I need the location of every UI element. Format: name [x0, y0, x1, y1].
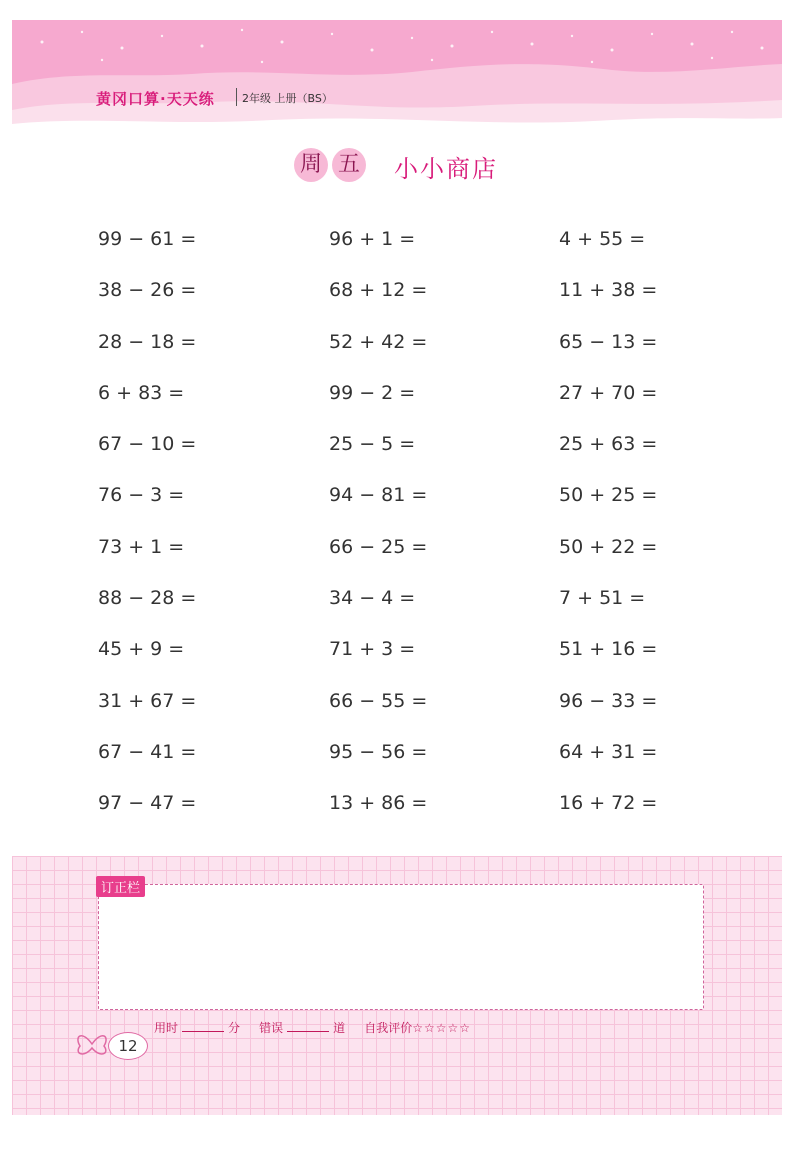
- footer-record: [154, 1019, 471, 1036]
- problem-row: [98, 741, 738, 792]
- problem-item: 52 + 42 =: [329, 330, 428, 353]
- star-rating-icon[interactable]: ☆☆☆☆☆: [412, 1021, 472, 1035]
- problem-grid: [98, 228, 738, 844]
- problem-item: 13 + 86 =: [329, 792, 428, 815]
- problem-item: 99 − 61 =: [98, 228, 197, 250]
- problem-item: 73 + 1 =: [98, 535, 185, 558]
- items-unit: 道: [333, 1021, 346, 1035]
- problem-item: 99 − 2 =: [329, 381, 416, 404]
- problem-row: [98, 690, 738, 741]
- time-label: 用时: [154, 1021, 179, 1035]
- page-number: 12: [108, 1032, 148, 1060]
- problem-item: 38 − 26 =: [98, 279, 197, 302]
- time-blank[interactable]: [182, 1021, 224, 1032]
- problem-row: [98, 382, 738, 433]
- worksheet-page: [12, 20, 782, 1115]
- problem-item: 88 − 28 =: [98, 587, 197, 610]
- problem-item: 28 − 18 =: [98, 330, 197, 353]
- problem-item: 96 − 33 =: [559, 689, 658, 712]
- lesson-title-text: 小小商店: [394, 155, 498, 183]
- problem-item: 34 − 4 =: [329, 587, 416, 610]
- minutes-unit: 分: [228, 1021, 241, 1035]
- day-chip-1: 周: [294, 148, 328, 182]
- errors-label: 错误: [259, 1021, 284, 1035]
- header-cloud-graphic: [12, 20, 782, 140]
- problem-item: 66 − 25 =: [329, 535, 428, 558]
- problem-item: 71 + 3 =: [329, 638, 416, 661]
- correction-area: [12, 856, 782, 1115]
- problem-item: 67 − 41 =: [98, 740, 197, 763]
- problem-item: 27 + 70 =: [559, 381, 658, 404]
- self-eval-label: 自我评价: [364, 1021, 413, 1035]
- problem-item: 50 + 22 =: [559, 535, 658, 558]
- problem-item: 76 − 3 =: [98, 484, 185, 507]
- problem-item: 45 + 9 =: [98, 638, 185, 661]
- butterfly-icon: [72, 1026, 112, 1062]
- day-chip-2: 五: [332, 148, 366, 182]
- problem-row: [98, 433, 738, 484]
- problem-item: 96 + 1 =: [329, 228, 416, 250]
- problem-item: 6 + 83 =: [98, 381, 185, 404]
- problem-item: 25 + 63 =: [559, 433, 658, 456]
- problem-row: [98, 536, 738, 587]
- problem-row: [98, 331, 738, 382]
- problem-item: 95 − 56 =: [329, 740, 428, 763]
- correction-label: 订正栏: [96, 876, 145, 897]
- brand-title: 黄冈口算·天天练: [96, 90, 215, 108]
- errors-blank[interactable]: [287, 1021, 329, 1032]
- problem-item: 25 − 5 =: [329, 433, 416, 456]
- problem-item: 94 − 81 =: [329, 484, 428, 507]
- problem-item: 50 + 25 =: [559, 484, 658, 507]
- problem-item: 65 − 13 =: [559, 330, 658, 353]
- grade-label: 2年级 上册（BS）: [242, 92, 333, 105]
- problem-item: 64 + 31 =: [559, 740, 658, 763]
- problem-row: [98, 587, 738, 638]
- header-banner: [12, 20, 782, 140]
- problem-row: [98, 279, 738, 330]
- correction-box[interactable]: [98, 884, 704, 1010]
- problem-item: 68 + 12 =: [329, 279, 428, 302]
- problem-item: 4 + 55 =: [559, 228, 646, 250]
- problem-row: [98, 792, 738, 843]
- problem-row: [98, 638, 738, 689]
- problem-item: 67 − 10 =: [98, 433, 197, 456]
- problem-item: 51 + 16 =: [559, 638, 658, 661]
- problem-row: [98, 484, 738, 535]
- problem-item: 16 + 72 =: [559, 792, 658, 815]
- problem-item: 66 − 55 =: [329, 689, 428, 712]
- problem-item: 11 + 38 =: [559, 279, 658, 302]
- header-separator: [236, 88, 237, 106]
- problem-item: 7 + 51 =: [559, 587, 646, 610]
- problem-item: 97 − 47 =: [98, 792, 197, 815]
- lesson-title: [294, 148, 594, 188]
- problem-row: [98, 228, 738, 279]
- problem-item: 31 + 67 =: [98, 689, 197, 712]
